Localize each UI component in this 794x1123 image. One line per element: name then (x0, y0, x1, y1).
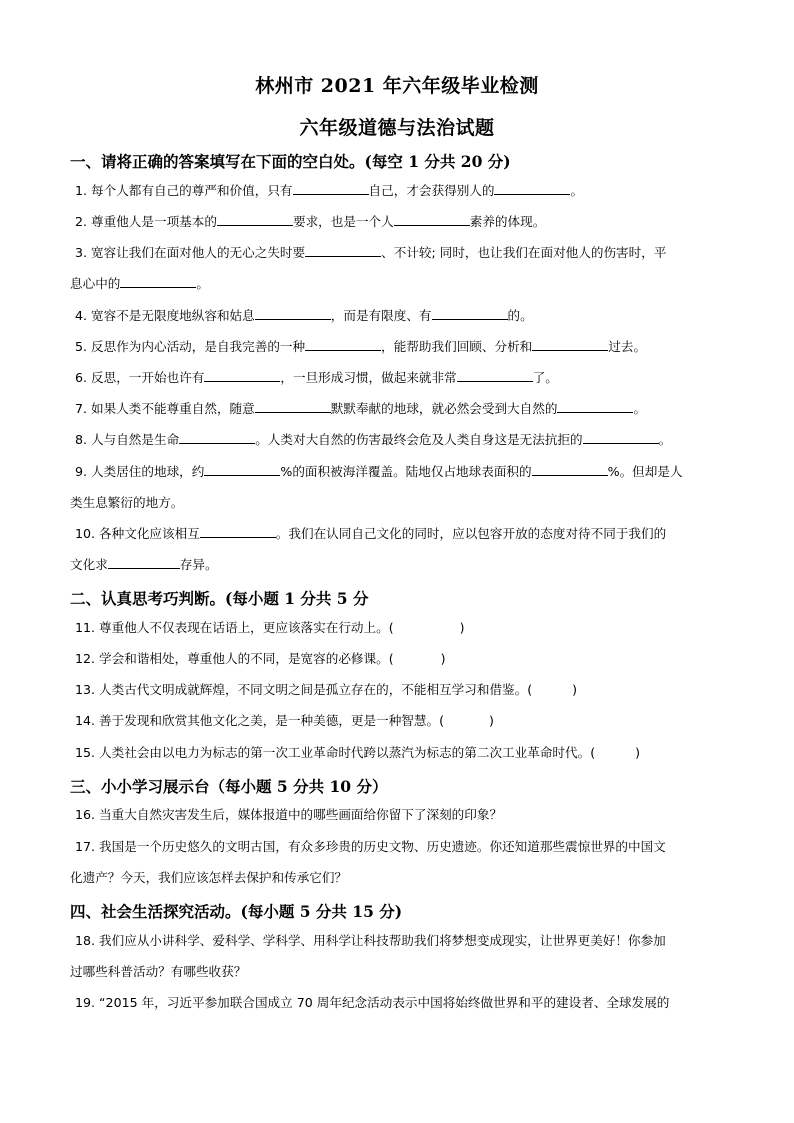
answer-blank[interactable] (200, 525, 276, 538)
answer-blank[interactable] (255, 400, 331, 413)
answer-blank[interactable] (494, 182, 570, 195)
question-6: 6. 反思，一开始也许有 ，一旦形成习惯，做起来就非常 了。 (75, 370, 558, 385)
question-14: 14. 善于发现和欣赏其他文化之美，是一种美德，更是一种智慧。( ) (75, 713, 494, 728)
section-heading-3: 三、小小学习展示台（每小题 5 分共 10 分） (70, 777, 388, 796)
page-title: 林州市 2021 年六年级毕业检测 (255, 75, 539, 97)
answer-blank[interactable] (120, 275, 196, 288)
answer-blank[interactable] (394, 213, 470, 226)
answer-blank[interactable] (532, 463, 608, 476)
answer-blank[interactable] (457, 369, 533, 382)
question-4: 4. 宽容不是无限度地纵容和姑息 ，而是有限度、有 的。 (75, 308, 533, 323)
answer-blank[interactable] (255, 307, 331, 320)
answer-blank[interactable] (179, 431, 255, 444)
section-heading-2: 二、认真思考巧判断。(每小题 1 分共 5 分 (70, 589, 369, 608)
question-7: 7. 如果人类不能尊重自然，随意 默默奉献的地球，就必然会受到大自然的 。 (75, 401, 647, 416)
question-19: 19. “2015 年，习近平参加联合国成立 70 周年纪念活动表示中国将始终做世界和平的建设者、全球发展的 (75, 995, 670, 1010)
answer-blank[interactable] (305, 244, 381, 257)
answer-blank[interactable] (432, 307, 508, 320)
answer-blank[interactable] (532, 338, 608, 351)
question-15: 15. 人类社会由以电力为标志的第一次工业革命时代跨以蒸汽为标志的第二次工业革命时代。( ) (75, 745, 641, 760)
section-heading-1: 一、请将正确的答案填写在下面的空白处。(每空 1 分共 20 分) (70, 152, 511, 171)
answer-blank[interactable] (305, 338, 381, 351)
question-9-cont: 类生息繁衍的地方。 (70, 495, 184, 510)
section-heading-4: 四、社会生活探究活动。(每小题 5 分共 15 分) (70, 902, 403, 921)
question-18: 18. 我们应从小讲科学、爱科学、学科学、用科学让科技帮助我们将梦想变成现实，让世界更美好！你参加 (75, 933, 666, 948)
question-18-cont: 过哪些科普活动？有哪些收获？ (70, 964, 247, 979)
answer-blank[interactable] (108, 556, 180, 569)
question-13: 13. 人类古代文明成就辉煌，不同文明之间是孤立存在的，不能相互学习和借鉴。( ) (75, 682, 578, 697)
question-2: 2. 尊重他人是一项基本的 要求，也是一个人 素养的体现。 (75, 214, 546, 229)
question-16: 16. 当重大自然灾害发生后，媒体报道中的哪些画面给你留下了深刻的印象？ (75, 807, 503, 822)
question-12: 12. 学会和谐相处，尊重他人的不同，是宽容的必修课。( ) (75, 651, 446, 666)
question-9: 9. 人类居住的地球，约 %的面积被海洋覆盖。陆地仅占地球表面积的 %。但却是人 (75, 464, 683, 479)
answer-blank[interactable] (204, 463, 280, 476)
question-3: 3. 宽容让我们在面对他人的无心之失时要 、不计较; 同时，也让我们在面对他人的伤害时，平 (75, 245, 667, 260)
question-1: 1. 每个人都有自己的尊严和价值，只有 自己，才会获得别人的 。 (75, 183, 584, 198)
question-17: 17. 我国是一个历史悠久的文明古国，有众多珍贵的历史文物、历史遗迹。你还知道那些震惊世界的中国文 (75, 839, 666, 854)
answer-blank[interactable] (583, 431, 659, 444)
question-3-cont: 息心中的 。 (70, 276, 209, 291)
question-17-cont: 化遗产？今天，我们应该怎样去保护和传承它们？ (70, 870, 348, 885)
question-10-cont: 文化求 存异。 (70, 557, 218, 572)
question-8: 8. 人与自然是生命 。人类对大自然的伤害最终会危及人类自身这是无法抗拒的 。 (75, 432, 672, 447)
answer-blank[interactable] (204, 369, 280, 382)
question-10: 10. 各种文化应该相互 。我们在认同自己文化的同时，应以包容开放的态度对待不同于我们的 (75, 526, 667, 541)
answer-blank[interactable] (557, 400, 633, 413)
answer-blank[interactable] (293, 182, 369, 195)
question-5: 5. 反思作为内心活动，是自我完善的一种 ，能帮助我们回顾、分析和 过去。 (75, 339, 647, 354)
page-subtitle: 六年级道德与法治试题 (299, 117, 495, 139)
answer-blank[interactable] (217, 213, 293, 226)
question-11: 11. 尊重他人不仅表现在话语上，更应该落实在行动上。( ) (75, 620, 465, 635)
